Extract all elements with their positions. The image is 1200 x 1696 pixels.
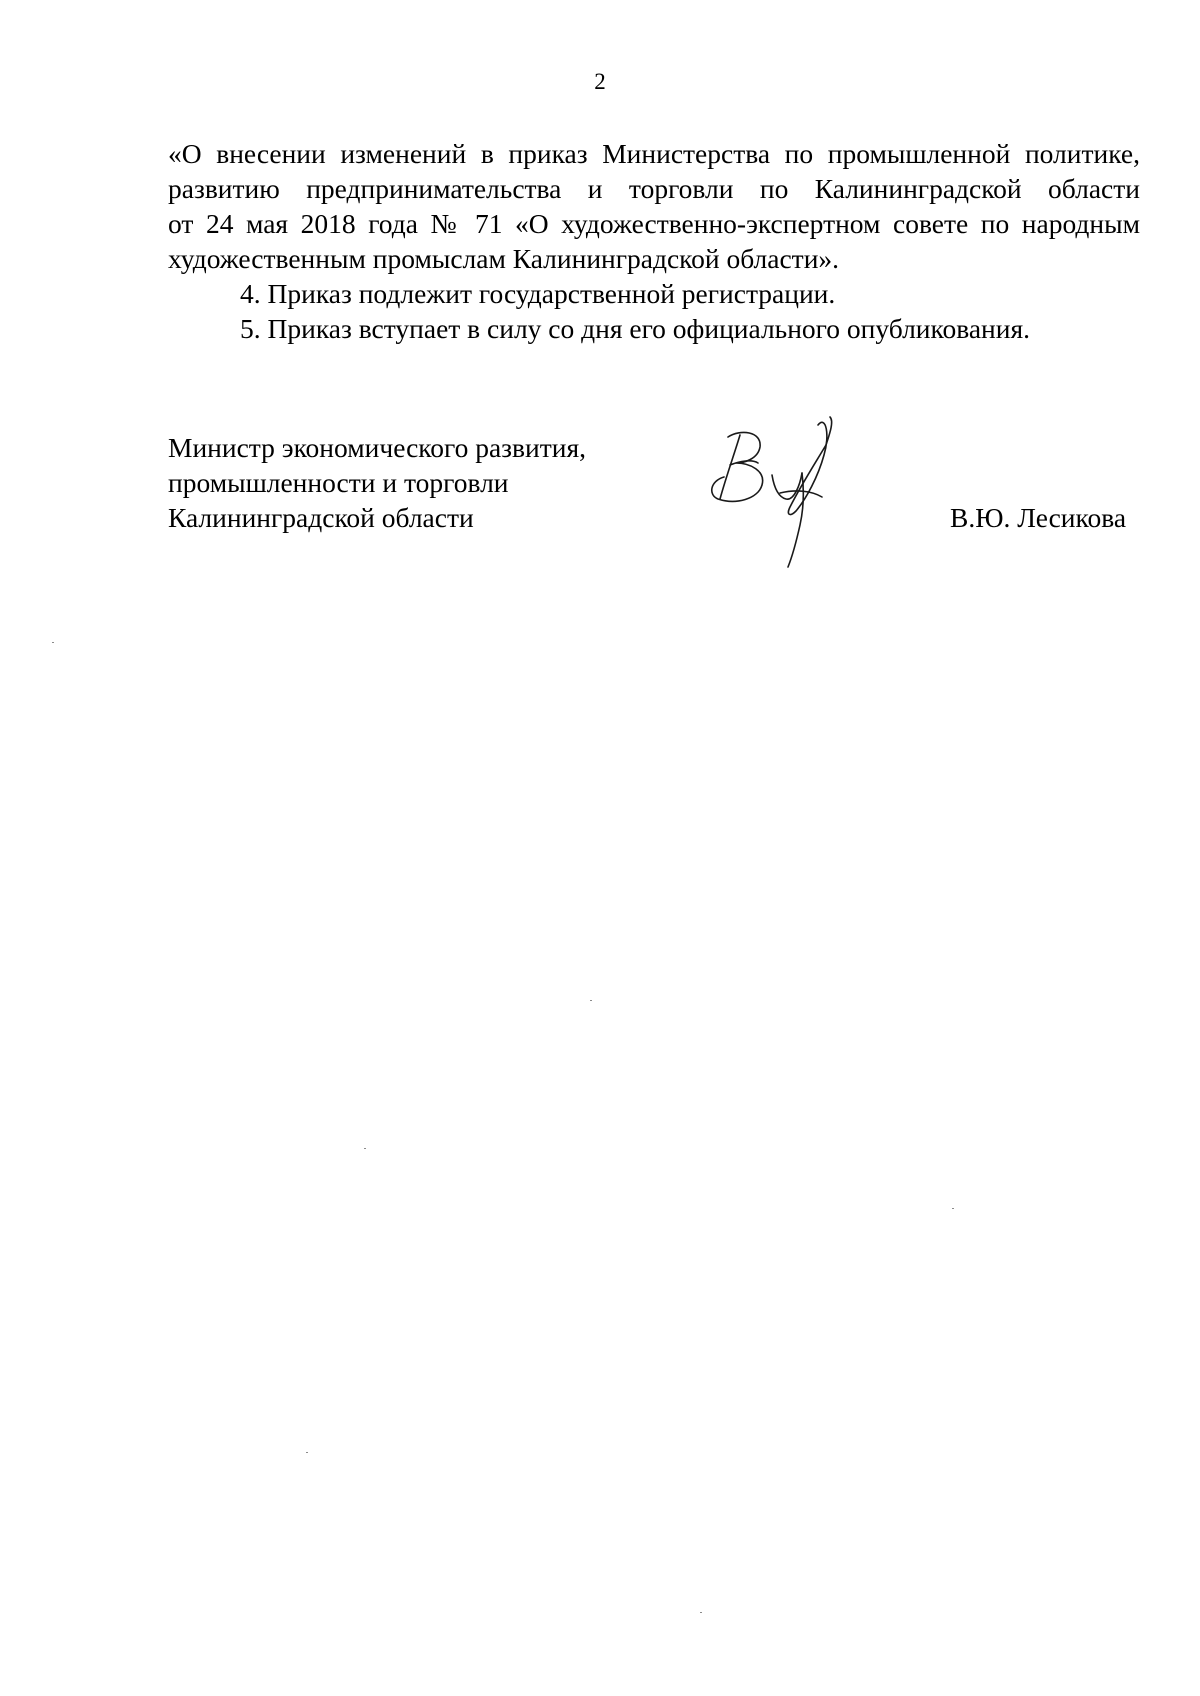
- handwritten-signature: [700, 415, 870, 575]
- position-line: промышленности и торговли: [168, 467, 509, 498]
- continuation-paragraph: [168, 136, 1140, 276]
- scan-speck: [52, 642, 54, 643]
- scan-speck: [364, 1148, 366, 1149]
- paragraph-line: «О внесении изменений в приказ Министерства по промышленной политике,: [168, 138, 1140, 169]
- position-line: Калининградской области: [168, 502, 474, 533]
- signer-position: [168, 430, 586, 535]
- signer-name: В.Ю. Лесикова: [950, 502, 1127, 533]
- scan-speck: [700, 1612, 702, 1613]
- position-line: Министр экономического развития,: [168, 432, 587, 463]
- paragraph-line: художественным промыслам Калининградской области».: [168, 243, 840, 274]
- document-body: [168, 136, 1140, 346]
- scan-speck: [590, 1000, 592, 1001]
- paragraph-line: от 24 мая 2018 года № 71 «О художественно-экспертном совете по народным: [168, 208, 1140, 239]
- item-4-paragraph: 4. Приказ подлежит государственной регистрации.: [240, 278, 836, 309]
- scan-speck: [952, 1208, 954, 1209]
- paragraph-line: развитию предпринимательства и торговли по Калининградской области: [168, 173, 1140, 204]
- scan-speck: [306, 1452, 308, 1453]
- page-number: 2: [594, 69, 606, 94]
- item-5-paragraph: 5. Приказ вступает в силу со дня его официального опубликования.: [240, 313, 1031, 344]
